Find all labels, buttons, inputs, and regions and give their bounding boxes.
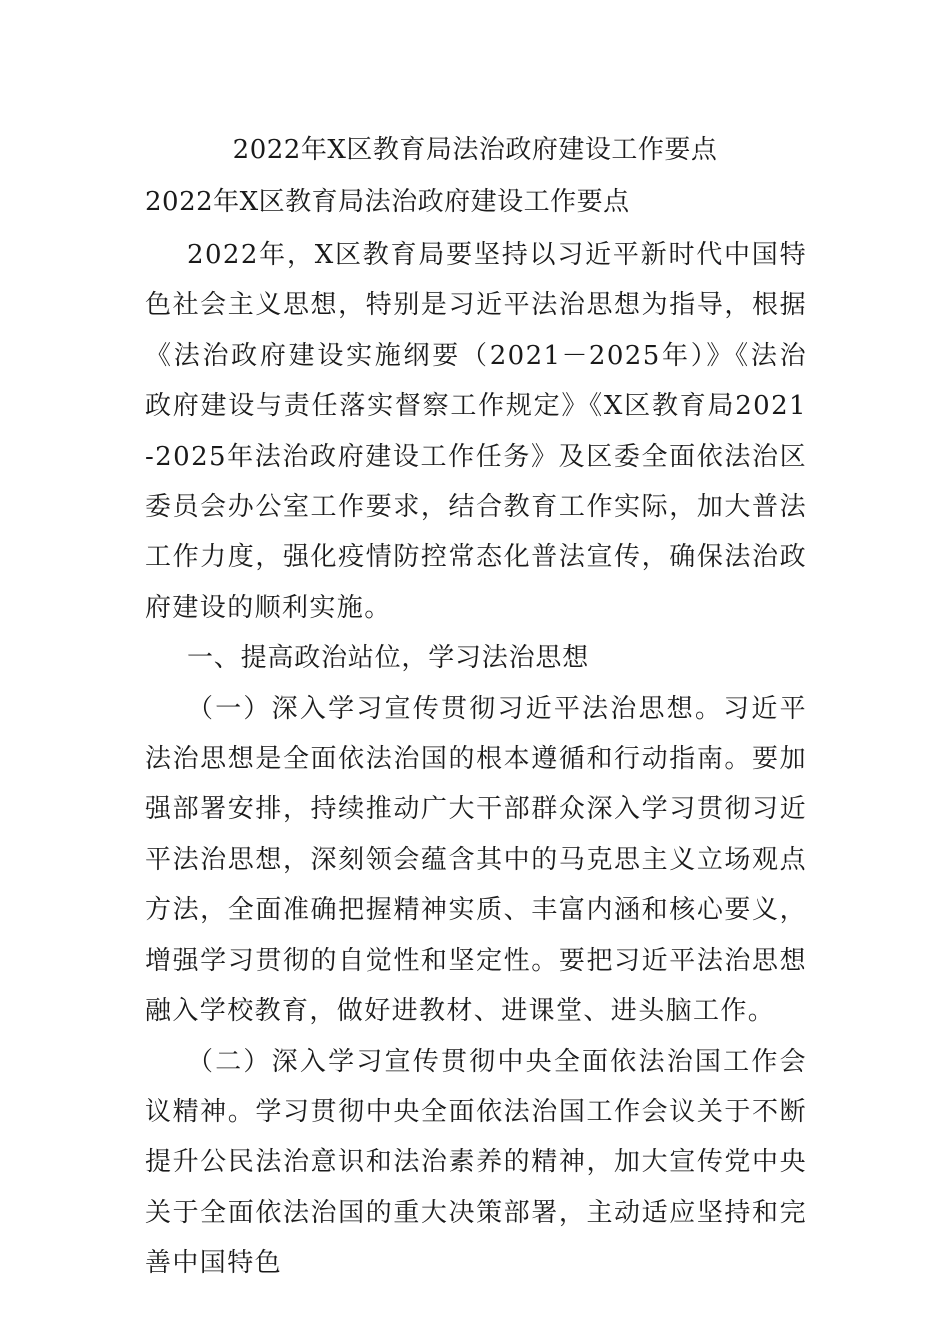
section-heading-1: 一、提高政治站位，学习法治思想 bbox=[187, 643, 590, 674]
document-body bbox=[145, 230, 807, 1289]
document-title: 2022年X区教育局法治政府建设工作要点 bbox=[232, 135, 718, 165]
paragraph-item-2: （二）深入学习宣传贯彻中央全面依法治国工作会议精神。学习贯彻中央全面依法治国工作会议关于不断提升公民法治意识和法治素养的精神，加大宣传党中央关于全面依法治国的重大决策部署，主动适应坚持和完善中国特色 bbox=[145, 1046, 807, 1279]
document-subtitle: 2022年X区教育局法治政府建设工作要点 bbox=[145, 187, 630, 217]
paragraph-intro: 2022年，X区教育局要坚持以习近平新时代中国特色社会主义思想，特别是习近平法治思想为指导，根据《法治政府建设实施纲要（2021－2025年）》《法治政府建设与责任落实督察工作规定》《X区教育局2021-2025年法治政府建设工作任务》及区委全面依法治区委员会办公室工作要求，结合教育工作实际，加大普法工作力度，强化疫情防控常态化普法宣传，确保法治政府建设的顺利实施。 bbox=[145, 240, 807, 623]
paragraph-item-1: （一）深入学习宣传贯彻习近平法治思想。习近平法治思想是全面依法治国的根本遵循和行动指南。要加强部署安排，持续推动广大干部群众深入学习贯彻习近平法治思想，深刻领会蕴含其中的马克思主义立场观点方法，全面准确把握精神实质、丰富内涵和核心要义，增强学习贯彻的自觉性和坚定性。要把习近平法治思想融入学校教育，做好进教材、进课堂、进头脑工作。 bbox=[145, 693, 807, 1027]
